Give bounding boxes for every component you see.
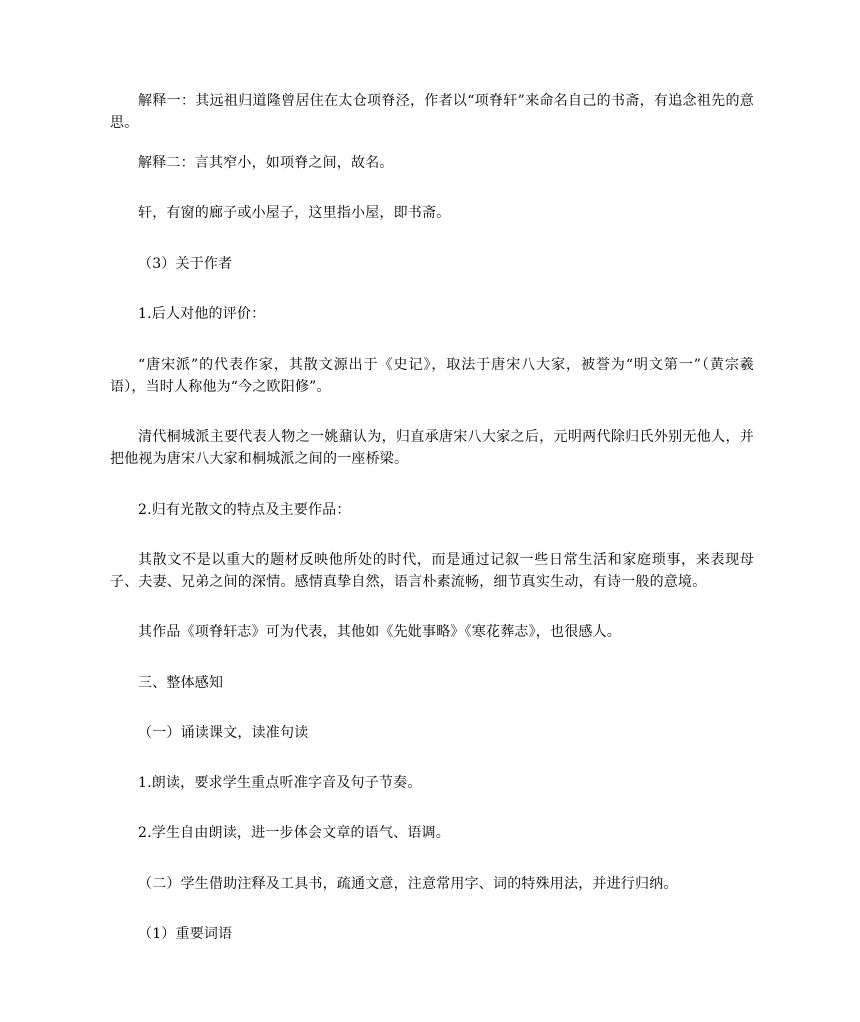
subheading-prose-features: 2.归有光散文的特点及主要作品：	[138, 502, 351, 518]
paragraph-explanation-one: 解释一：其远祖归道隆曾居住在太仓项脊泾，作者以“项脊轩”来命名自己的书斋，有追念祖先的意思。	[110, 93, 754, 131]
paragraph-tongcheng-school: 清代桐城派主要代表人物之一姚鼐认为，归直承唐宋八大家之后，元明两代除归氏外别无他人，并把他视为唐宋八大家和桐城派之间的一座桥梁。	[110, 429, 754, 467]
subheading-later-evaluation: 1.后人对他的评价：	[138, 306, 266, 322]
list-item-free-reading: 2.学生自由朗读，进一步体会文章的语气、语调。	[138, 825, 450, 841]
list-item-reading-aloud: 1.朗读，要求学生重点听准字音及句子节奏。	[138, 775, 422, 791]
paragraph-xuan-meaning: 轩，有窗的廊子或小屋子，这里指小屋，即书斋。	[138, 205, 451, 221]
paragraph-representative-works: 其作品《项脊轩志》可为代表，其他如《先妣事略》《寒花葬志》，也很感人。	[138, 624, 621, 640]
subheading-important-words: （1）重要词语	[138, 926, 233, 942]
paragraph-explanation-two: 解释二：言其窄小，如项脊之间，故名。	[138, 155, 394, 171]
subheading-annotations-study: （二）学生借助注释及工具书，疏通文意，注意常用字、词的特殊用法，并进行归纳。	[138, 876, 678, 892]
section-heading-about-author: （3）关于作者	[138, 256, 233, 272]
paragraph-tang-song-school: “唐宋派”的代表作家，其散文源出于《史记》，取法于唐宋八大家，被誉为“明文第一”（黄宗羲语），当时人称他为“今之欧阳修”。	[110, 357, 754, 395]
section-heading-overall-perception: 三、整体感知	[138, 675, 224, 691]
subheading-recite-text: （一）诵读课文，读准句读	[138, 725, 309, 741]
paragraph-prose-features: 其散文不是以重大的题材反映他所处的时代，而是通过记叙一些日常生活和家庭琐事，来表现母子、夫妻、兄弟之间的深情。感情真挚自然，语言朴素流畅，细节真实生动，有诗一般的意境。	[110, 552, 754, 590]
